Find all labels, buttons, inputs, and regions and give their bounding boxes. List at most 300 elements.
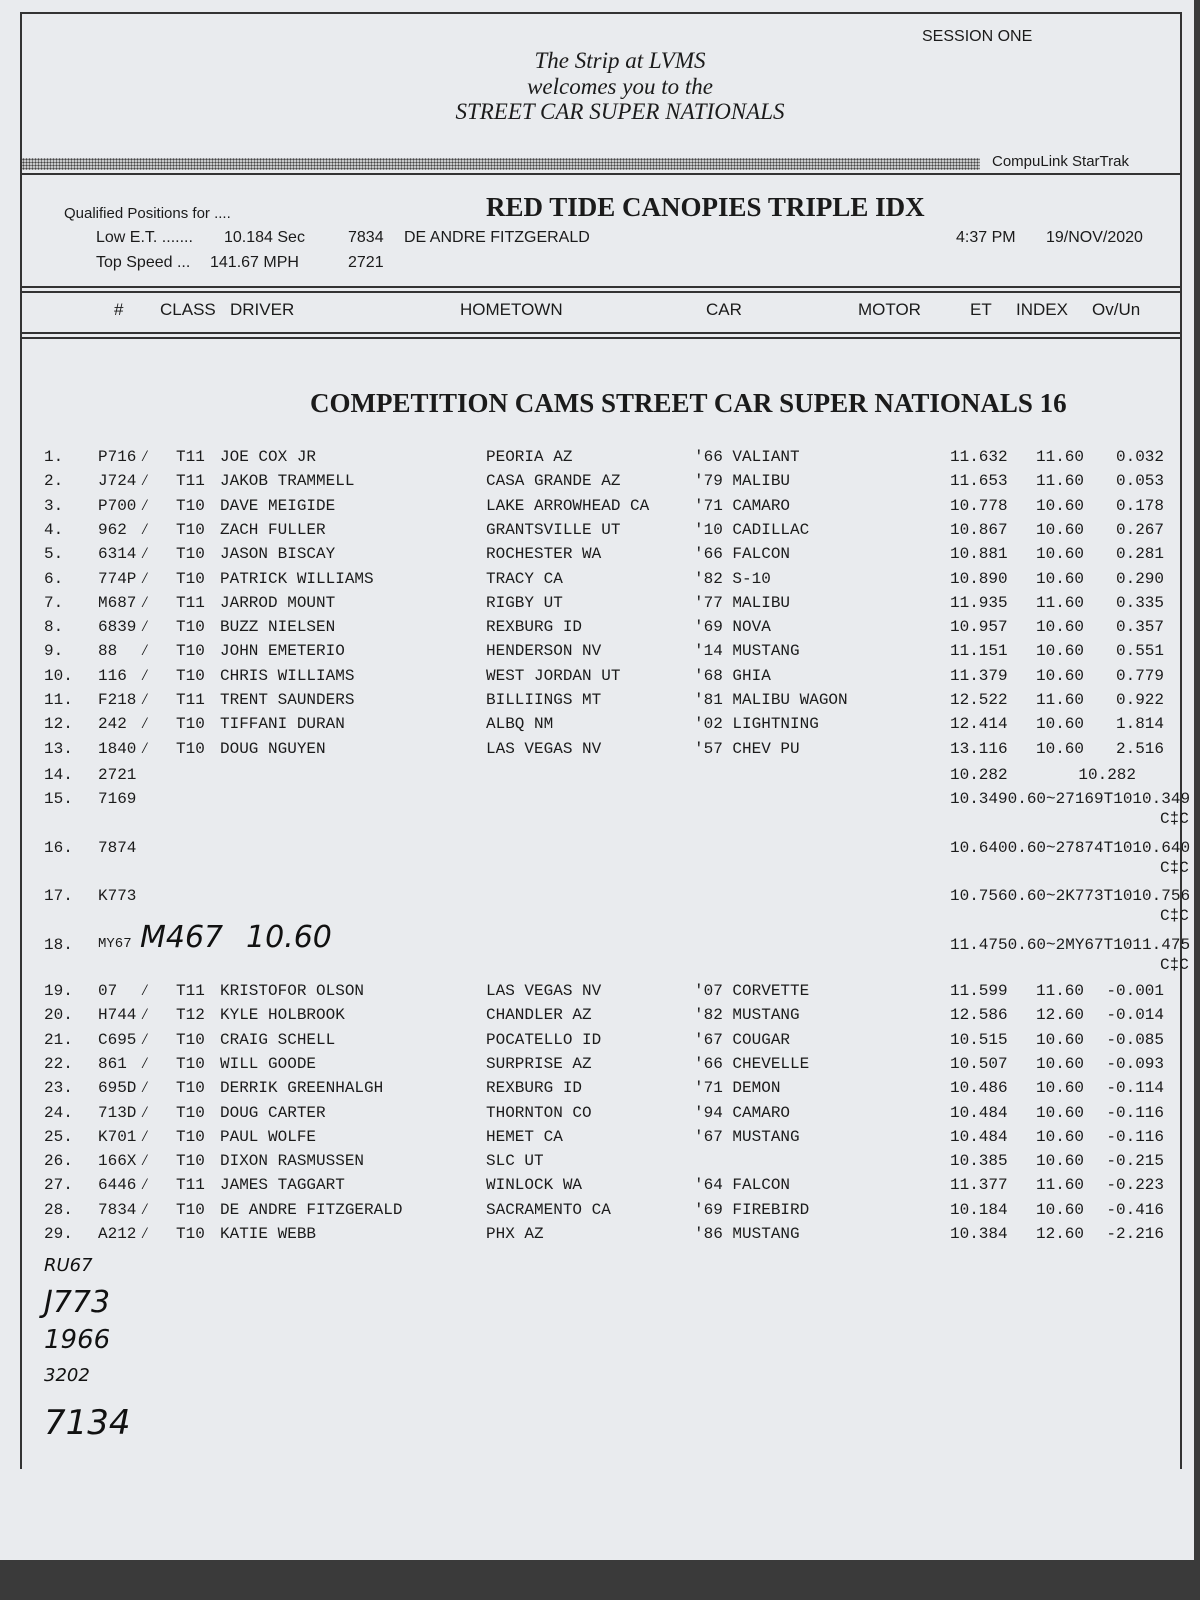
class: T11: [176, 472, 205, 491]
class: T10: [176, 739, 205, 758]
hometown: ALBQ NM: [486, 715, 554, 734]
cc-marker: C‡C: [1160, 810, 1189, 828]
over-under: 0.053: [1115, 472, 1164, 491]
check-mark-icon: ⁄: [140, 1127, 150, 1146]
over-under: 0.922: [1115, 691, 1164, 709]
table-row: [0, 982, 1190, 1006]
car-number: P700: [98, 496, 137, 515]
et: 11.599: [950, 982, 1008, 1000]
table-row: [0, 691, 1190, 715]
position: 28.: [44, 1200, 73, 1219]
car-model: '86 MUSTANG: [694, 1225, 800, 1243]
result-line: 10.6400.60~27874T1010.640: [950, 838, 1191, 857]
car-number: F218: [98, 691, 137, 709]
position: 27.: [44, 1176, 73, 1195]
divider-line: [20, 286, 1180, 288]
et: 10.486: [950, 1079, 1008, 1098]
car-model: '66 FALCON: [694, 545, 791, 564]
table-row: [0, 839, 1190, 863]
et: 10.890: [950, 569, 1008, 588]
class: T12: [176, 1006, 205, 1025]
car-number: 116: [98, 666, 127, 685]
position: 13.: [44, 739, 73, 758]
index: 10.60: [1036, 545, 1085, 564]
session-label: SESSION ONE: [922, 28, 1033, 45]
car-number: 242: [98, 715, 127, 734]
et: 10.282: [950, 766, 1008, 784]
table-row: [0, 790, 1190, 814]
table-row: [0, 1201, 1190, 1225]
cc-marker: C‡C: [1160, 955, 1189, 974]
class: T10: [176, 1127, 205, 1146]
index: 11.60: [1036, 472, 1085, 491]
top-speed-car: 2721: [348, 254, 384, 271]
handwritten-index: 10.60: [246, 920, 332, 955]
divider-line: [20, 337, 1180, 339]
et: 11.151: [950, 642, 1008, 661]
hometown: SURPRISE AZ: [486, 1054, 592, 1073]
class: T10: [176, 618, 205, 637]
table-row: [0, 570, 1190, 594]
class: T11: [176, 1176, 205, 1195]
car-number: A212: [98, 1225, 137, 1243]
class: T10: [176, 496, 205, 515]
class: T10: [176, 1054, 205, 1073]
car-number: 6314: [98, 545, 137, 564]
car-model: '82 S-10: [694, 569, 771, 588]
result-line: 10.7560.60~2K773T1010.756: [950, 887, 1191, 905]
car-number: 07: [98, 982, 118, 1000]
table-row: [0, 887, 1190, 911]
position: 18.: [44, 935, 73, 954]
class: T11: [176, 593, 205, 612]
low-et-label: Low E.T. .......: [96, 229, 193, 246]
check-mark-icon: ⁄: [140, 666, 150, 685]
position: 16.: [44, 838, 73, 857]
car-model: '57 CHEV PU: [694, 739, 800, 758]
index: 10.60: [1036, 1030, 1085, 1049]
over-under: 10.282: [1078, 766, 1136, 784]
table-row: [0, 1176, 1190, 1200]
welcome-line-3: STREET CAR SUPER NATIONALS: [455, 99, 785, 124]
position: 8.: [44, 618, 64, 637]
check-mark-icon: ⁄: [140, 982, 150, 1000]
low-et-car: 7834: [348, 229, 384, 246]
position: 29.: [44, 1225, 73, 1243]
check-mark-icon: ⁄: [140, 618, 150, 637]
handwritten-note: RU67: [44, 1255, 93, 1276]
position: 4.: [44, 520, 64, 539]
driver: DAVE MEIGIDE: [220, 496, 336, 515]
index: 12.60: [1036, 1006, 1085, 1025]
et: 13.116: [950, 739, 1008, 758]
index: 10.60: [1036, 1054, 1085, 1073]
check-mark-icon: ⁄: [140, 569, 150, 588]
driver: JOE COX JR: [220, 448, 317, 466]
position: 20.: [44, 1006, 73, 1025]
car-model: '71 DEMON: [694, 1079, 781, 1098]
position: 14.: [44, 766, 73, 784]
over-under: 0.032: [1115, 448, 1164, 466]
position: 15.: [44, 790, 73, 808]
over-under: 0.290: [1115, 569, 1164, 588]
car-model: '67 MUSTANG: [694, 1127, 800, 1146]
divider-line: [20, 332, 1180, 334]
index: 10.60: [1036, 520, 1085, 539]
car-model: '77 MALIBU: [694, 593, 791, 612]
check-mark-icon: ⁄: [140, 448, 150, 466]
car-number: 7874: [98, 838, 137, 857]
over-under: 0.281: [1115, 545, 1164, 564]
table-row: [0, 766, 1190, 790]
position: 1.: [44, 448, 64, 466]
table-row: [0, 545, 1190, 569]
car-model: '68 GHIA: [694, 666, 771, 685]
car-model: '94 CAMARO: [694, 1103, 791, 1122]
index: 10.60: [1036, 666, 1085, 685]
check-mark-icon: ⁄: [140, 472, 150, 491]
position: 2.: [44, 472, 64, 491]
driver: TRENT SAUNDERS: [220, 691, 355, 709]
top-speed-value: 141.67 MPH: [210, 254, 299, 271]
index: 11.60: [1036, 1176, 1085, 1195]
driver: JAMES TAGGART: [220, 1176, 345, 1195]
over-under: 1.814: [1115, 715, 1164, 734]
table-row: [0, 642, 1190, 666]
index: 10.60: [1036, 739, 1085, 758]
col-header-et: ET: [970, 300, 992, 319]
car-model: '79 MALIBU: [694, 472, 791, 491]
handwritten-note: 1966: [44, 1325, 111, 1355]
index: 10.60: [1036, 1200, 1085, 1219]
car-model: '82 MUSTANG: [694, 1006, 800, 1025]
hometown: LAKE ARROWHEAD CA: [486, 496, 650, 515]
position: 5.: [44, 545, 64, 564]
check-mark-icon: ⁄: [140, 691, 150, 709]
col-header-index: INDEX: [1016, 300, 1068, 319]
class: T10: [176, 1200, 205, 1219]
et: 11.377: [950, 1176, 1008, 1195]
et: 10.384: [950, 1225, 1008, 1243]
hometown: PHX AZ: [486, 1225, 544, 1243]
car-number: 2721: [98, 766, 137, 784]
hometown: SLC UT: [486, 1152, 544, 1171]
hometown: HENDERSON NV: [486, 642, 602, 661]
index: 10.60: [1036, 618, 1085, 637]
check-mark-icon: ⁄: [140, 715, 150, 734]
index: 10.60: [1036, 1103, 1085, 1122]
handwritten-car: M467: [140, 920, 224, 955]
et: 10.778: [950, 496, 1008, 515]
index: 11.60: [1036, 593, 1085, 612]
car-number: M687: [98, 593, 137, 612]
check-mark-icon: ⁄: [140, 1054, 150, 1073]
position: 22.: [44, 1054, 73, 1073]
check-mark-icon: ⁄: [140, 1030, 150, 1049]
hometown: ROCHESTER WA: [486, 545, 602, 564]
driver: PAUL WOLFE: [220, 1127, 317, 1146]
class: T10: [176, 1103, 205, 1122]
over-under: -0.116: [1106, 1103, 1164, 1122]
et: 11.632: [950, 448, 1008, 466]
car-model: '10 CADILLAC: [694, 520, 810, 539]
table-row: [0, 715, 1190, 739]
table-row: [0, 1104, 1190, 1128]
over-under: -0.223: [1106, 1176, 1164, 1195]
car-number: J724: [98, 472, 137, 491]
car-number: 713D: [98, 1103, 137, 1122]
low-et-driver: DE ANDRE FITZGERALD: [404, 229, 590, 246]
et: 10.507: [950, 1054, 1008, 1073]
hometown: WINLOCK WA: [486, 1176, 583, 1195]
position: 9.: [44, 642, 64, 661]
check-mark-icon: ⁄: [140, 1176, 150, 1195]
hometown: HEMET CA: [486, 1127, 563, 1146]
event-title: COMPETITION CAMS STREET CAR SUPER NATIONALS 16: [310, 388, 1067, 418]
position: 25.: [44, 1127, 73, 1146]
result-line: 10.3490.60~27169T1010.349: [950, 790, 1191, 808]
hometown: TRACY CA: [486, 569, 563, 588]
driver: JASON BISCAY: [220, 545, 336, 564]
hometown: LAS VEGAS NV: [486, 982, 602, 1000]
index: 12.60: [1036, 1225, 1085, 1243]
driver: KATIE WEBB: [220, 1225, 317, 1243]
col-header-ovun: Ov/Un: [1092, 300, 1141, 319]
driver: TIFFANI DURAN: [220, 715, 345, 734]
col-header-class: CLASS: [160, 300, 216, 319]
class: T10: [176, 1152, 205, 1171]
et: 12.586: [950, 1006, 1008, 1025]
event-class-title: RED TIDE CANOPIES TRIPLE IDX: [486, 192, 925, 222]
driver: DOUG NGUYEN: [220, 739, 326, 758]
car-model: '66 VALIANT: [694, 448, 800, 466]
driver: KRISTOFOR OLSON: [220, 982, 365, 1000]
car-model: '67 COUGAR: [694, 1030, 791, 1049]
car-number: 6839: [98, 618, 137, 637]
driver: CHRIS WILLIAMS: [220, 666, 355, 685]
car-number: 962: [98, 520, 127, 539]
over-under: -2.216: [1106, 1225, 1164, 1243]
table-row: [0, 1128, 1190, 1152]
index: 11.60: [1036, 448, 1085, 466]
driver: ZACH FULLER: [220, 520, 326, 539]
index: 10.60: [1036, 642, 1085, 661]
check-mark-icon: ⁄: [140, 545, 150, 564]
check-mark-icon: ⁄: [140, 520, 150, 539]
position: 19.: [44, 982, 73, 1000]
over-under: -0.085: [1106, 1030, 1164, 1049]
over-under: -0.116: [1106, 1127, 1164, 1146]
car-number: K773: [98, 887, 137, 905]
welcome-line-1: The Strip at LVMS: [534, 48, 706, 73]
cc-marker: C‡C: [1160, 858, 1189, 877]
position: 21.: [44, 1030, 73, 1049]
hometown: BILLIINGS MT: [486, 691, 602, 709]
class: T10: [176, 666, 205, 685]
table-row: [0, 1152, 1190, 1176]
driver: BUZZ NIELSEN: [220, 618, 336, 637]
car-model: '66 CHEVELLE: [694, 1054, 810, 1073]
et: 10.867: [950, 520, 1008, 539]
check-mark-icon: ⁄: [140, 1079, 150, 1098]
et: 10.515: [950, 1030, 1008, 1049]
driver: DE ANDRE FITZGERALD: [220, 1200, 403, 1219]
class: T10: [176, 1079, 205, 1098]
position: 26.: [44, 1152, 73, 1171]
welcome-line-2: welcomes you to the: [527, 74, 713, 99]
check-mark-icon: ⁄: [140, 642, 150, 661]
car-model: '69 NOVA: [694, 618, 771, 637]
hometown: LAS VEGAS NV: [486, 739, 602, 758]
class: T10: [176, 545, 205, 564]
class: T10: [176, 715, 205, 734]
over-under: -0.215: [1106, 1152, 1164, 1171]
result-line: 11.4750.60~2MY67T1011.475: [950, 935, 1191, 954]
driver: JAKOB TRAMMELL: [220, 472, 355, 491]
divider-line: [20, 291, 1180, 293]
index: 11.60: [1036, 691, 1085, 709]
report-time: 4:37 PM: [956, 229, 1016, 246]
qualified-label: Qualified Positions for ....: [64, 205, 231, 222]
car-number: P716: [98, 448, 137, 466]
position: 24.: [44, 1103, 73, 1122]
car-number: 7834: [98, 1200, 137, 1219]
table-row: [0, 1055, 1190, 1079]
table-row: [0, 667, 1190, 691]
check-mark-icon: ⁄: [140, 496, 150, 515]
divider-line: [20, 173, 1180, 175]
check-mark-icon: ⁄: [140, 593, 150, 612]
position: 10.: [44, 666, 73, 685]
et: 10.385: [950, 1152, 1008, 1171]
car-number: 695D: [98, 1079, 137, 1098]
check-mark-icon: ⁄: [140, 1200, 150, 1219]
table-row: [0, 1006, 1190, 1030]
class: T11: [176, 448, 205, 466]
cc-marker: C‡C: [1160, 907, 1189, 925]
position: 7.: [44, 593, 64, 612]
car-number: K701: [98, 1127, 137, 1146]
et: 11.935: [950, 593, 1008, 612]
driver: JARROD MOUNT: [220, 593, 336, 612]
et: 12.522: [950, 691, 1008, 709]
driver: WILL GOODE: [220, 1054, 317, 1073]
class: T10: [176, 520, 205, 539]
over-under: 0.267: [1115, 520, 1164, 539]
over-under: 0.335: [1115, 593, 1164, 612]
table-row: [0, 497, 1190, 521]
car-number: C695: [98, 1030, 137, 1049]
hometown: RIGBY UT: [486, 593, 563, 612]
col-header-num: #: [114, 300, 124, 319]
car-number: MY67: [98, 935, 132, 952]
col-header-driver: DRIVER: [230, 300, 295, 319]
table-row: [0, 594, 1190, 618]
over-under: -0.001: [1106, 982, 1164, 1000]
car-number: 166X: [98, 1152, 137, 1171]
check-mark-icon: ⁄: [140, 1152, 150, 1171]
hometown: REXBURG ID: [486, 618, 583, 637]
position: 23.: [44, 1079, 73, 1098]
hometown: SACRAMENTO CA: [486, 1200, 611, 1219]
car-number: 861: [98, 1054, 127, 1073]
et: 10.881: [950, 545, 1008, 564]
index: 10.60: [1036, 569, 1085, 588]
car-model: '81 MALIBU WAGON: [694, 691, 848, 709]
hometown: WEST JORDAN UT: [486, 666, 621, 685]
handwritten-note: J773: [44, 1285, 111, 1320]
position: 12.: [44, 715, 73, 734]
over-under: 0.551: [1115, 642, 1164, 661]
hometown: POCATELLO ID: [486, 1030, 602, 1049]
car-number: 88: [98, 642, 118, 661]
check-mark-icon: ⁄: [140, 1006, 150, 1025]
position: 3.: [44, 496, 64, 515]
table-row: [0, 618, 1190, 642]
car-model: '71 CAMARO: [694, 496, 791, 515]
driver: DERRIK GREENHALGH: [220, 1079, 384, 1098]
table-row: [0, 472, 1190, 496]
index: 10.60: [1036, 496, 1085, 515]
index: 11.60: [1036, 982, 1085, 1000]
handwritten-note: 7134: [44, 1403, 131, 1443]
car-number: H744: [98, 1006, 137, 1025]
table-row: [0, 1079, 1190, 1103]
car-model: '69 FIREBIRD: [694, 1200, 810, 1219]
table-row: [0, 1031, 1190, 1055]
et: 10.184: [950, 1200, 1008, 1219]
car-model: '02 LIGHTNING: [694, 715, 819, 734]
driver: KYLE HOLBROOK: [220, 1006, 345, 1025]
et: 11.653: [950, 472, 1008, 491]
driver: PATRICK WILLIAMS: [220, 569, 374, 588]
car-number: 1840: [98, 739, 137, 758]
low-et-value: 10.184 Sec: [224, 229, 305, 246]
over-under: 2.516: [1115, 739, 1164, 758]
position: 17.: [44, 887, 73, 905]
et: 10.484: [950, 1103, 1008, 1122]
driver: DOUG CARTER: [220, 1103, 326, 1122]
hometown: THORNTON CO: [486, 1103, 592, 1122]
class: T10: [176, 1225, 205, 1243]
hometown: PEORIA AZ: [486, 448, 573, 466]
class: T11: [176, 691, 205, 709]
table-row: [0, 1225, 1190, 1249]
et: 11.379: [950, 666, 1008, 685]
table-row: [0, 740, 1190, 764]
et: 12.414: [950, 715, 1008, 734]
hometown: GRANTSVILLE UT: [486, 520, 621, 539]
col-header-motor: MOTOR: [858, 300, 921, 319]
over-under: -0.416: [1106, 1200, 1164, 1219]
col-header-hometown: HOMETOWN: [460, 300, 563, 319]
car-number: 7169: [98, 790, 137, 808]
driver: JOHN EMETERIO: [220, 642, 345, 661]
car-model: '64 FALCON: [694, 1176, 791, 1195]
car-number: 774P: [98, 569, 137, 588]
et: 10.484: [950, 1127, 1008, 1146]
car-model: '07 CORVETTE: [694, 982, 810, 1000]
check-mark-icon: ⁄: [140, 739, 150, 758]
table-row: [0, 521, 1190, 545]
dotted-divider: [22, 158, 980, 170]
position: 11.: [44, 691, 73, 709]
over-under: 0.178: [1115, 496, 1164, 515]
class: T10: [176, 1030, 205, 1049]
class: T11: [176, 982, 205, 1000]
over-under: 0.357: [1115, 618, 1164, 637]
handwritten-note: 3202: [44, 1365, 90, 1386]
